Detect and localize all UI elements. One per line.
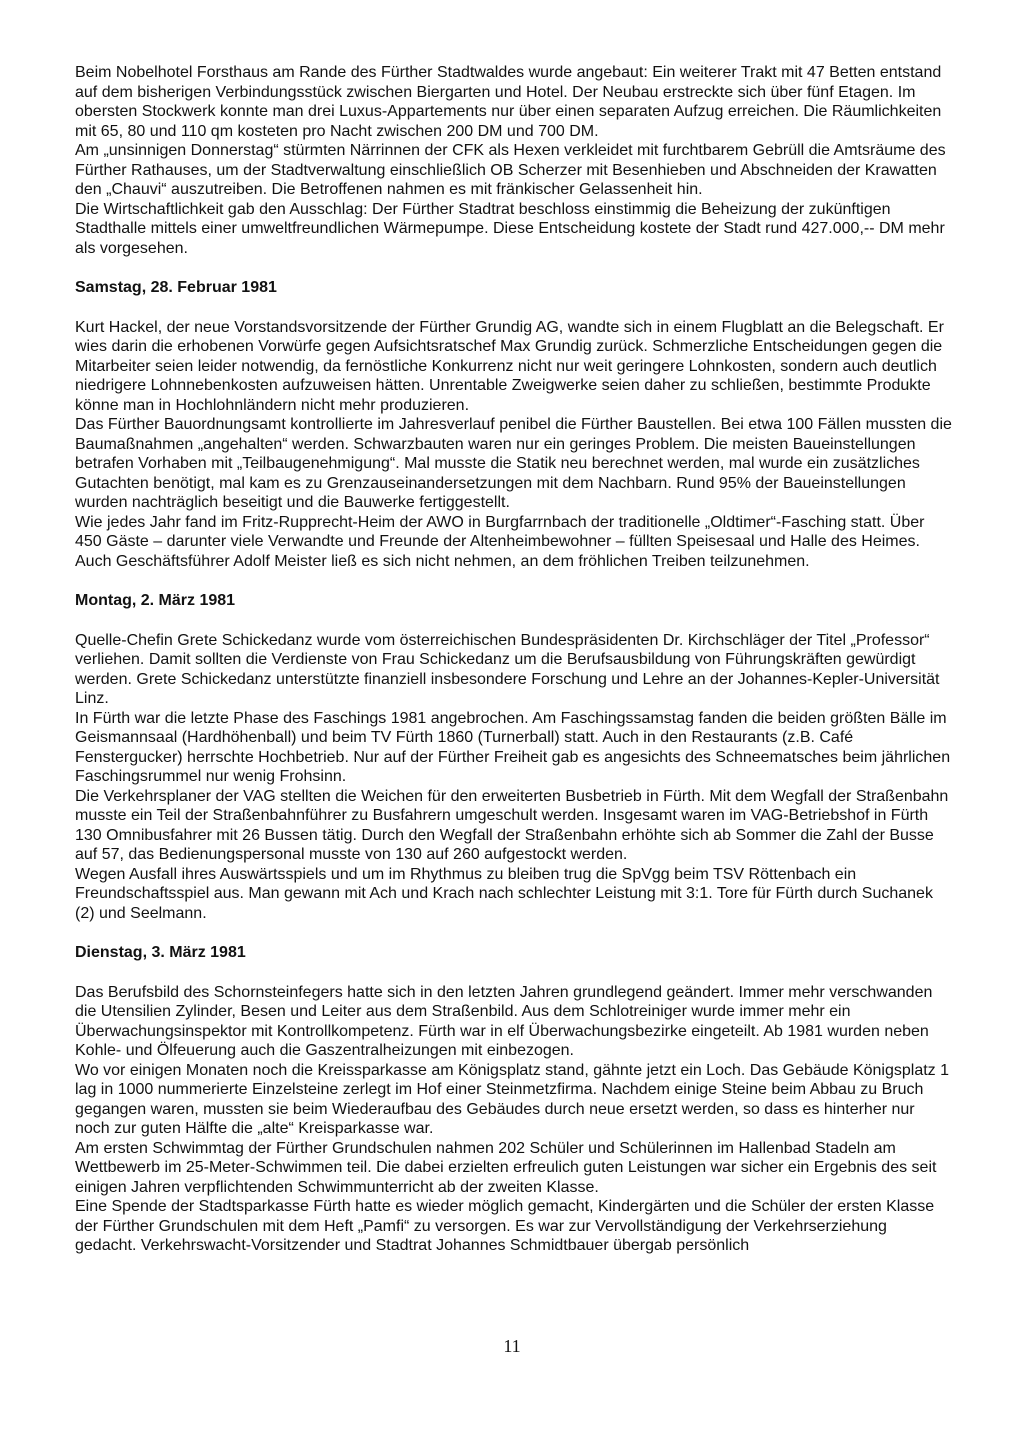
paragraph: Die Wirtschaftlichkeit gab den Ausschlag: Der Fürther Stadtrat beschloss einstimmig die Beheizung der zukünftigen Stadthalle mittels einer umweltfreundlichen Wärmepumpe. Diese Entscheidung kostete der Stadt rund 427.000,-- DM mehr als vorgesehen.	[75, 200, 945, 257]
paragraph: Kurt Hackel, der neue Vorstandsvorsitzende der Fürther Grundig AG, wandte sich in einem Flugblatt an die Belegschaft. Er wies darin die erhobenen Vorwürfe gegen Aufsichtsratschef Max Grundig zurück. Schmerzliche Entscheidungen gegen die Mitarbeiter seien leider notwendig, da fernöstliche Konkurrenz nicht nur weit geringere Lohnkosten, sondern auch deutlich niedrigere Lohnnebenkosten aufzuweisen hätten. Unrentable Zweigwerke seien daher zu schließen, bestimmte Produkte könne man in Hochlohnländern nicht mehr produzieren.	[75, 318, 944, 414]
page-content	[75, 63, 952, 1256]
section-montag-2-maerz-1981	[75, 591, 952, 923]
paragraph: Quelle-Chefin Grete Schickedanz wurde vom österreichischen Bundespräsidenten Dr. Kirchschläger der Titel „Professor“ verliehen. Damit sollten die Verdienste von Frau Schickedanz um die Berufsausbildung von Führungskräften gewürdigt werden. Grete Schickedanz unterstützte finanziell insbesondere Forschung und Lehre an der Johannes-Kepler-Universität Linz.	[75, 631, 940, 707]
section-heading: Montag, 2. März 1981	[75, 592, 236, 609]
paragraph: Wo vor einigen Monaten noch die Kreissparkasse am Königsplatz stand, gähnte jetzt ein Loch. Das Gebäude Königsplatz 1 lag in 1000 nummerierte Einzelsteine zerlegt im Hof einer Steinmetzfirma. Nachdem einige Steine beim Abbau zu Bruch gegangen waren, mussten sie beim Wiederaufbau des Gebäudes durch neue ersetzt werden, so dass es hinterher nur noch zur guten Hälfte die „alte“ Kreisparkasse war.	[75, 1061, 950, 1137]
paragraph: Die Verkehrsplaner der VAG stellten die Weichen für den erweiterten Busbetrieb in Fürth. Mit dem Wegfall der Straßenbahn musste ein Teil der Straßenbahnführer zu Busfahrern umgeschult werden. Insgesamt waren im VAG-Betriebshof in Fürth 130 Omnibusfahrer mit 26 Bussen tätig. Durch den Wegfall der Straßenbahn erhöhte sich ab Sommer die Zahl der Busse auf 57, das Bedienungspersonal musste von 130 auf 260 aufgestockt werden.	[75, 787, 949, 863]
section-samstag-28-februar-1981	[75, 278, 952, 571]
paragraph: Eine Spende der Stadtsparkasse Fürth hatte es wieder möglich gemacht, Kindergärten und die Schüler der ersten Klasse der Fürther Grundschulen mit dem Heft „Pamfi“ zu versorgen. Es war zur Vervollständigung der Verkehrserziehung gedacht. Verkehrswacht-Vorsitzender und Stadtrat Johannes Schmidtbauer übergab persönlich	[75, 1198, 935, 1254]
paragraph: Wegen Ausfall ihres Auswärtsspiels und um im Rhythmus zu bleiben trug die SpVgg beim TSV Röttenbach ein Freundschaftsspiel aus. Man gewann mit Ach und Krach nach schlechter Leistung mit 3:1. Tore für Fürth durch Suchanek (2) und Seelmann.	[75, 865, 933, 922]
section-intro	[75, 63, 952, 258]
section-heading: Samstag, 28. Februar 1981	[75, 279, 277, 296]
paragraph: Das Berufsbild des Schornsteinfegers hatte sich in den letzten Jahren grundlegend geändert. Immer mehr verschwanden die Utensilien Zylinder, Besen und Leiter aus dem Straßenbild. Aus dem Schlotreiniger wurde immer mehr ein Überwachungsinspektor mit Kontrollkompetenz. Fürth war in elf Überwachungsbezirke eingeteilt. Ab 1981 wurden neben Kohle- und Ölfeuerung auch die Gaszentralheizungen mit einbezogen.	[75, 983, 933, 1059]
paragraph: Wie jedes Jahr fand im Fritz-Rupprecht-Heim der AWO in Burgfarrnbach der traditionelle „Oldtimer“-Fasching statt. Über 450 Gäste – darunter viele Verwandte und Freunde der Altenheimbewohner – füllten Speisesaal und Halle des Heimes. Auch Geschäftsführer Adolf Meister ließ es sich nicht nehmen, an dem fröhlichen Treiben teilzunehmen.	[75, 513, 925, 570]
page-number: 11	[503, 1336, 521, 1356]
section-heading: Dienstag, 3. März 1981	[75, 944, 246, 961]
paragraph: Das Fürther Bauordnungsamt kontrollierte im Jahresverlauf penibel die Fürther Baustellen. Bei etwa 100 Fällen mussten die Baumaßnahmen „angehalten“ werden. Schwarzbauten waren nur ein geringes Problem. Die meisten Baueinstellungen betrafen Vorhaben mit „Teilbaugenehmigung“. Mal musste die Statik neu berechnet werden, mal wurde ein zusätzliches Gutachten benötigt, mal kam es zu Grenzauseinandersetzungen mit dem Nachbarn. Rund 95% der Baueinstellungen wurden nachträglich beseitigt und die Bauwerke fertiggestellt.	[75, 416, 952, 511]
paragraph: Am ersten Schwimmtag der Fürther Grundschulen nahmen 202 Schüler und Schülerinnen im Hallenbad Stadeln am Wettbewerb im 25-Meter-Schwimmen teil. Die dabei erzielten erfreulich guten Leistungen war sicher ein Ergebnis des seit einigen Jahren verpflichtenden Schwimmunterricht ab der zweiten Klasse.	[75, 1139, 937, 1196]
paragraph: In Fürth war die letzte Phase des Faschings 1981 angebrochen. Am Faschingssamstag fanden die beiden größten Bälle im Geismannsaal (Hardhöhenball) und beim TV Fürth 1860 (Turnerball) statt. Auch in den Restaurants (z.B. Café Fenstergucker) herrschte Hochbetrieb. Nur auf der Fürther Freiheit gab es angesichts des Schneematsches beim jährlichen Faschingsrummel nur wenig Frohsinn.	[75, 709, 951, 785]
paragraph: Beim Nobelhotel Forsthaus am Rande des Fürther Stadtwaldes wurde angebaut: Ein weiterer Trakt mit 47 Betten entstand auf dem bisherigen Verbindungsstück zwischen Biergarten und Hotel. Der Neubau erstreckte sich über fünf Etagen. Im obersten Stockwerk konnte man drei Luxus-Appartements nur über einen separaten Aufzug erreichen. Die Räumlichkeiten mit 65, 80 und 110 qm kosteten pro Nacht zwischen 200 DM und 700 DM.	[75, 64, 942, 140]
paragraph: Am „unsinnigen Donnerstag“ stürmten Närrinnen der CFK als Hexen verkleidet mit furchtbarem Gebrüll die Amtsräume des Fürther Rathauses, um der Stadtverwaltung einschließlich OB Scherzer mit Besenhieben und Abschneiden der Krawatten den „Chauvi“ auszutreiben. Die Betroffenen nahmen es mit fränkischer Gelassenheit hin.	[75, 142, 946, 198]
section-dienstag-3-maerz-1981	[75, 943, 952, 1256]
